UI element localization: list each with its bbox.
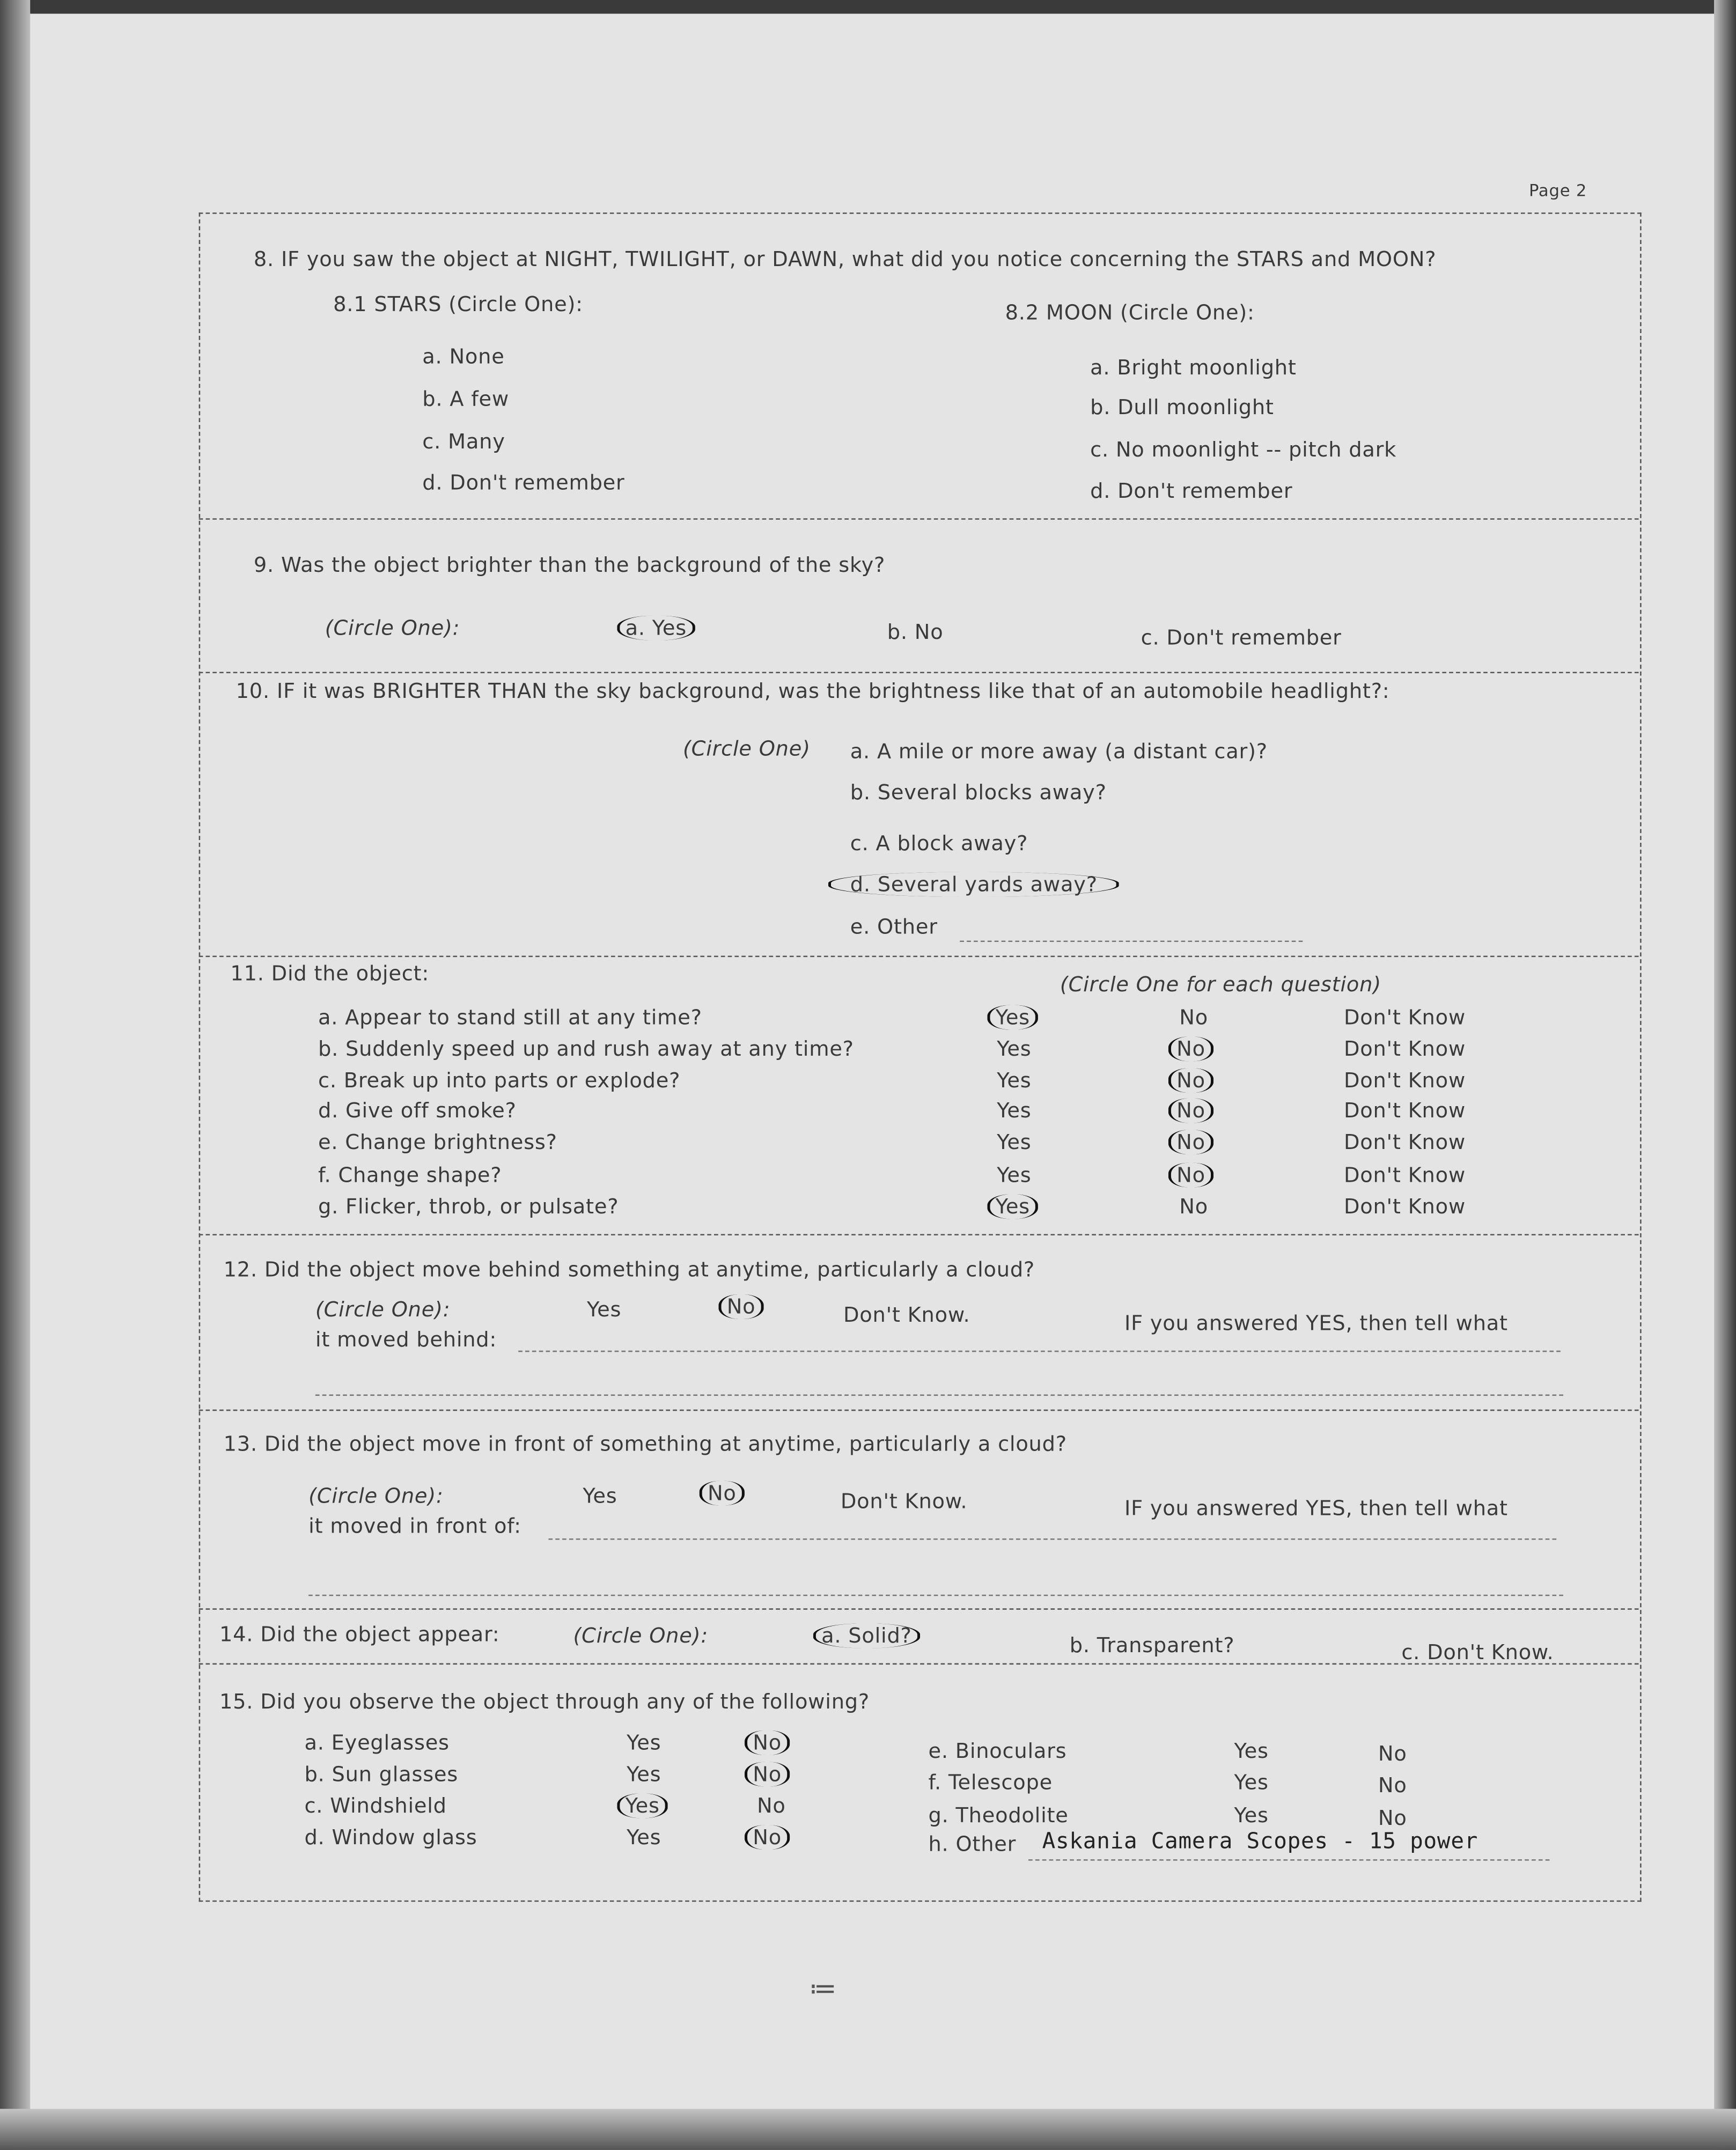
q11-yes-circled[interactable]: Yes	[987, 1005, 1038, 1030]
q13-dont-know[interactable]: Don't Know.	[840, 1489, 968, 1514]
q11-row-label: c. Break up into parts or explode?	[318, 1068, 681, 1093]
q15-item-label: a. Eyeglasses	[304, 1730, 450, 1755]
divider	[199, 1608, 1639, 1610]
divider	[199, 956, 1639, 958]
q11-dont-know[interactable]: Don't Know	[1343, 1162, 1466, 1188]
q12-no[interactable]: No	[718, 1294, 763, 1319]
q15-no[interactable]: No	[1378, 1741, 1407, 1766]
q11-no[interactable]: No	[1179, 1194, 1208, 1219]
q8-moon-option[interactable]: c. No moonlight -- pitch dark	[1090, 437, 1397, 462]
q8-stars-option[interactable]: a. None	[422, 344, 505, 369]
q11-yes-circled[interactable]: Yes	[987, 1194, 1038, 1219]
q11-no[interactable]	[1168, 1068, 1213, 1093]
q13-answer-line[interactable]	[548, 1538, 1556, 1540]
q15-other-line	[1028, 1859, 1549, 1861]
q11-instruction: (Circle One for each question)	[1060, 972, 1381, 997]
q11-dont-know[interactable]: Don't Know	[1343, 1194, 1466, 1219]
q15-yes[interactable]	[617, 1793, 668, 1818]
q11-no-circled[interactable]: No	[1168, 1036, 1213, 1061]
q13-title: 13. Did the object move in front of something at anytime, particularly a cloud?	[223, 1431, 1067, 1456]
page-number: Page 2	[1529, 181, 1587, 201]
q15-item-label: e. Binoculars	[928, 1739, 1067, 1764]
q15-item-label: c. Windshield	[304, 1793, 447, 1818]
q15-title: 15. Did you observe the object through any of the following?	[219, 1689, 870, 1714]
q9-title: 9. Was the object brighter than the background of the sky?	[253, 553, 886, 578]
q8-stars-option[interactable]: b. A few	[422, 386, 509, 411]
divider	[199, 518, 1639, 520]
q12-no-circled[interactable]	[718, 1294, 763, 1319]
q13-instruction: (Circle One):	[308, 1483, 444, 1508]
q14-option-solid[interactable]: a. Solid?	[813, 1623, 920, 1648]
q8-moon-option[interactable]: d. Don't remember	[1090, 478, 1293, 504]
q11-dont-know[interactable]: Don't Know	[1343, 1005, 1466, 1030]
q11-yes[interactable]	[987, 1005, 1038, 1030]
q11-no-circled[interactable]: No	[1168, 1098, 1213, 1123]
q15-no[interactable]	[745, 1825, 790, 1850]
q11-no[interactable]	[1168, 1130, 1213, 1154]
q15-no[interactable]: No	[1378, 1773, 1407, 1798]
q8-moon-option[interactable]: a. Bright moonlight	[1090, 355, 1297, 380]
q11-yes[interactable]: Yes	[997, 1036, 1032, 1062]
q11-no[interactable]	[1168, 1098, 1213, 1123]
q8-stars-option[interactable]: d. Don't remember	[422, 470, 625, 495]
q14-instruction: (Circle One):	[573, 1623, 709, 1648]
q12-followup: IF you answered YES, then tell what	[1124, 1310, 1508, 1336]
q12-followup-label: it moved behind:	[315, 1327, 497, 1352]
divider	[199, 1410, 1639, 1411]
q11-dont-know[interactable]: Don't Know	[1343, 1130, 1466, 1155]
q15-item-label: g. Theodolite	[928, 1803, 1069, 1828]
scan-edge-top	[0, 0, 1736, 14]
q14-title: 14. Did the object appear:	[219, 1622, 500, 1647]
q13-answer-line[interactable]	[308, 1595, 1563, 1596]
q11-yes[interactable]	[987, 1194, 1038, 1219]
q13-yes[interactable]: Yes	[583, 1483, 617, 1508]
q11-no-circled[interactable]: No	[1168, 1163, 1213, 1188]
q15-item-label: d. Window glass	[304, 1825, 477, 1850]
q12-dont-know[interactable]: Don't Know.	[843, 1302, 970, 1328]
q14-option-transparent[interactable]: b. Transparent?	[1069, 1633, 1235, 1658]
q15-other-value[interactable]: Askania Camera Scopes - 15 power	[1042, 1828, 1478, 1854]
q15-other-label: h. Other	[928, 1831, 1017, 1857]
q11-row-label: b. Suddenly speed up and rush away at any time?	[318, 1036, 854, 1062]
q10-other-line	[960, 940, 1303, 942]
q11-row-label: f. Change shape?	[318, 1162, 502, 1188]
q8-moon-option[interactable]: b. Dull moonlight	[1090, 395, 1274, 420]
q13-no-circled[interactable]	[700, 1481, 745, 1506]
q10-option[interactable]: b. Several blocks away?	[850, 780, 1107, 805]
q15-yes-circled[interactable]: Yes	[617, 1793, 668, 1818]
q15-no[interactable]: No	[756, 1793, 786, 1818]
q10-title: 10. IF it was BRIGHTER THAN the sky background, was the brightness like that of an automobile headlight?:	[236, 679, 1390, 704]
q11-row-label: d. Give off smoke?	[318, 1098, 517, 1123]
q11-yes[interactable]: Yes	[997, 1162, 1032, 1188]
q14-option-circled[interactable]	[813, 1623, 920, 1648]
q13-followup-label: it moved in front of:	[308, 1513, 521, 1538]
q15-no[interactable]: No	[1378, 1806, 1407, 1831]
q15-no[interactable]	[745, 1762, 790, 1787]
q11-dont-know[interactable]: Don't Know	[1343, 1098, 1466, 1123]
q11-title: 11. Did the object:	[230, 961, 430, 986]
q15-yes[interactable]: Yes	[627, 1762, 661, 1787]
q8-moon-label: 8.2 MOON (Circle One):	[1005, 300, 1255, 325]
q12-instruction: (Circle One):	[315, 1297, 451, 1322]
q10-option[interactable]: a. A mile or more away (a distant car)?	[850, 739, 1268, 764]
q9-option-dont-remember[interactable]: c. Don't remember	[1141, 625, 1342, 650]
q11-no[interactable]: No	[1179, 1005, 1208, 1030]
q11-yes[interactable]: Yes	[997, 1098, 1032, 1123]
q9-option-yes[interactable]: a. Yes	[617, 616, 695, 640]
q10-option-d[interactable]: d. Several yards away?	[828, 872, 1120, 897]
q10-instruction: (Circle One)	[682, 736, 811, 761]
scan-edge-left	[0, 0, 30, 2150]
q12-title: 12. Did the object move behind something at anytime, particularly a cloud?	[223, 1257, 1035, 1282]
q15-item-label: b. Sun glasses	[304, 1762, 459, 1787]
q11-yes[interactable]: Yes	[997, 1130, 1032, 1155]
q11-no[interactable]	[1168, 1163, 1213, 1188]
q15-no-circled[interactable]: No	[745, 1731, 790, 1755]
scan-edge-right	[1714, 0, 1736, 2150]
q11-no[interactable]	[1168, 1036, 1213, 1061]
q11-row-label: g. Flicker, throb, or pulsate?	[318, 1194, 619, 1219]
q8-stars-option[interactable]: c. Many	[422, 429, 505, 454]
q12-yes[interactable]: Yes	[587, 1297, 622, 1322]
q15-no-circled[interactable]: No	[745, 1825, 790, 1850]
q9-option-no[interactable]: b. No	[887, 620, 944, 645]
q8-stars-label: 8.1 STARS (Circle One):	[333, 292, 583, 317]
q11-row-label: a. Appear to stand still at any time?	[318, 1005, 702, 1030]
divider	[199, 1234, 1639, 1235]
divider	[199, 1663, 1639, 1665]
divider	[199, 672, 1639, 673]
q14-option-dont-know[interactable]: c. Don't Know.	[1401, 1640, 1554, 1665]
q12-answer-line[interactable]	[518, 1351, 1561, 1352]
q11-no-circled[interactable]: No	[1168, 1068, 1213, 1093]
q11-yes[interactable]: Yes	[997, 1068, 1032, 1093]
q9-option-circled[interactable]	[617, 616, 695, 640]
q15-yes[interactable]: Yes	[1234, 1803, 1269, 1828]
q10-option[interactable]: c. A block away?	[850, 830, 1028, 856]
q13-followup: IF you answered YES, then tell what	[1124, 1496, 1508, 1521]
q11-dont-know[interactable]: Don't Know	[1343, 1036, 1466, 1062]
q12-answer-line[interactable]	[315, 1395, 1563, 1396]
q15-item-label: f. Telescope	[928, 1770, 1053, 1795]
handwritten-mark: ≔	[809, 1971, 837, 2005]
q15-no-circled[interactable]: No	[745, 1762, 790, 1787]
q15-yes[interactable]: Yes	[1234, 1770, 1269, 1795]
q11-no-circled[interactable]: No	[1168, 1130, 1213, 1154]
scan-edge-bottom	[0, 2109, 1736, 2150]
q8-title: 8. IF you saw the object at NIGHT, TWILIGHT, or DAWN, what did you notice concerning the STARS and MOON?	[253, 247, 1437, 272]
q13-no[interactable]: No	[700, 1481, 745, 1506]
q11-dont-know[interactable]: Don't Know	[1343, 1068, 1466, 1093]
q10-option[interactable]: e. Other	[850, 914, 938, 939]
q9-instruction: (Circle One):	[325, 615, 460, 640]
q10-option-circled[interactable]	[828, 872, 1120, 897]
q15-yes[interactable]: Yes	[627, 1825, 661, 1850]
q11-row-label: e. Change brightness?	[318, 1130, 557, 1155]
q15-yes[interactable]: Yes	[1234, 1739, 1269, 1764]
q15-yes[interactable]: Yes	[627, 1730, 661, 1755]
q15-no[interactable]	[745, 1731, 790, 1755]
